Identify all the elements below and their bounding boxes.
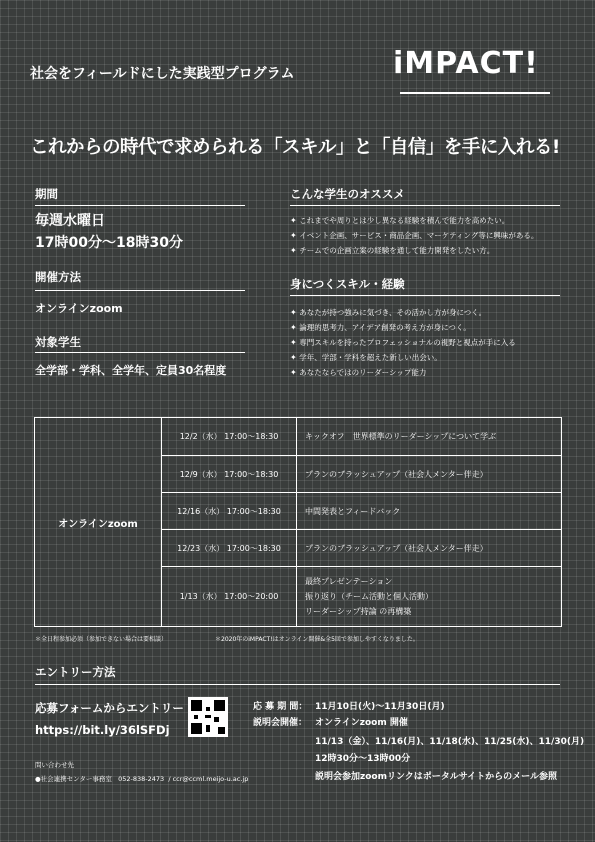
zoom-link-note: 説明会参加zoomリンクはポータルサイトからのメール参照	[315, 772, 557, 782]
method-title: 開催方法	[35, 270, 81, 284]
divider	[35, 684, 560, 685]
schedule-content: 中間発表とフィードバック	[297, 493, 562, 530]
schedule-content: プランのブラッシュアップ（社会人メンター伴走）	[297, 530, 562, 567]
period-title: 期間	[35, 187, 58, 201]
contact-office: ●社会連携センター事務室	[35, 775, 112, 783]
schedule-table	[34, 417, 562, 627]
schedule-date: 12/9（水） 17:00〜18:30	[162, 456, 297, 493]
schedule-content: キックオフ 世界標準のリーダーシップについて学ぶ	[297, 418, 562, 456]
list-item: ✦ あなたが持つ強みに気づき、その活かし方が身につく。	[290, 305, 575, 320]
entry-period-value: 11月10日(火)〜11月30日(月)	[315, 702, 445, 712]
session-value: オンラインzoom 開催	[315, 718, 408, 728]
contact-phone: 052-838-2473	[118, 775, 165, 783]
schedule-content: 最終プレゼンテーション 振り返り（チーム活動と個人活動） リーダーシップ持論 の再構築	[297, 567, 562, 627]
contact-info	[35, 774, 248, 785]
contact-email[interactable]: / ccr@ccml.meijo-u.ac.jp	[168, 775, 249, 783]
divider	[35, 205, 245, 206]
period-time: 17時00分〜18時30分	[35, 235, 183, 251]
period-day: 毎週水曜日	[35, 213, 105, 229]
recommend-list	[290, 213, 565, 258]
skills-list	[290, 305, 575, 380]
list-item: ✦ 専門スキルを持ったプロフェッショナルの視野と視点が手に入る	[290, 335, 575, 350]
recommend-title: こんな学生のオススメ	[290, 187, 405, 201]
divider	[290, 295, 560, 296]
schedule-note-right: ＊2020年のiMPACT!はオンライン開催&全5回で参加しやすくなりました。	[215, 636, 419, 643]
schedule-date: 12/23（水） 17:00〜18:30	[162, 530, 297, 567]
session-time: 12時30分〜13時00分	[315, 754, 411, 764]
schedule-date: 12/16（水） 17:00〜18:30	[162, 493, 297, 530]
divider	[35, 352, 245, 353]
entry-title: エントリー方法	[35, 665, 116, 679]
divider	[35, 290, 245, 291]
list-item: ✦ 学年、学部・学科を超えた新しい出会い。	[290, 350, 575, 365]
session-label: 説明会開催：	[253, 718, 308, 728]
list-item: ✦ 論理的思考力、アイデア創発の考え方が身につく。	[290, 320, 575, 335]
logo-underline	[400, 92, 550, 94]
entry-form-label: 応募フォームからエントリー	[35, 701, 184, 715]
skills-title: 身につくスキル・経験	[290, 277, 405, 291]
method-value: オンラインzoom	[35, 302, 123, 315]
list-item: ✦ これまでや周りとは少し異なる経験を積んで能力を高めたい。	[290, 213, 565, 228]
target-title: 対象学生	[35, 335, 81, 349]
session-dates: 11/13（金）、11/16(月)、11/18(水)、11/25(水)、11/30(月)	[315, 737, 585, 747]
impact-logo: iMPACT!	[393, 46, 539, 81]
page-headline: これからの時代で求められる「スキル」と「自信」を手に入れる!	[30, 137, 560, 158]
entry-period-label: 応 募 期 間：	[253, 702, 308, 712]
entry-url[interactable]: https://bit.ly/36lSFDj	[35, 723, 170, 737]
table-row	[35, 418, 562, 456]
list-item: ✦ あなたならではのリーダーシップ能力	[290, 365, 575, 380]
schedule-content: プランのブラッシュアップ（社会人メンター伴走）	[297, 456, 562, 493]
list-item: ✦ チームでの企画立案の経験を通して能力開発をしたい方。	[290, 243, 565, 258]
schedule-format: オンラインzoom	[35, 418, 162, 627]
schedule-date: 12/2（水） 17:00〜18:30	[162, 418, 297, 456]
divider	[290, 205, 560, 206]
list-item: ✦ イベント企画、サービス・商品企画、マーケティング等に興味がある。	[290, 228, 565, 243]
schedule-date: 1/13（水） 17:00〜20:00	[162, 567, 297, 627]
contact-label: 問い合わせ先	[35, 761, 74, 769]
target-value: 全学部・学科、全学年、定員30名程度	[35, 364, 227, 377]
qr-code[interactable]	[188, 697, 228, 737]
tagline: 社会をフィールドにした実践型プログラム	[30, 66, 295, 82]
schedule-note-left: ＊全日程参加必須（参加できない場合は要相談）	[35, 636, 168, 643]
